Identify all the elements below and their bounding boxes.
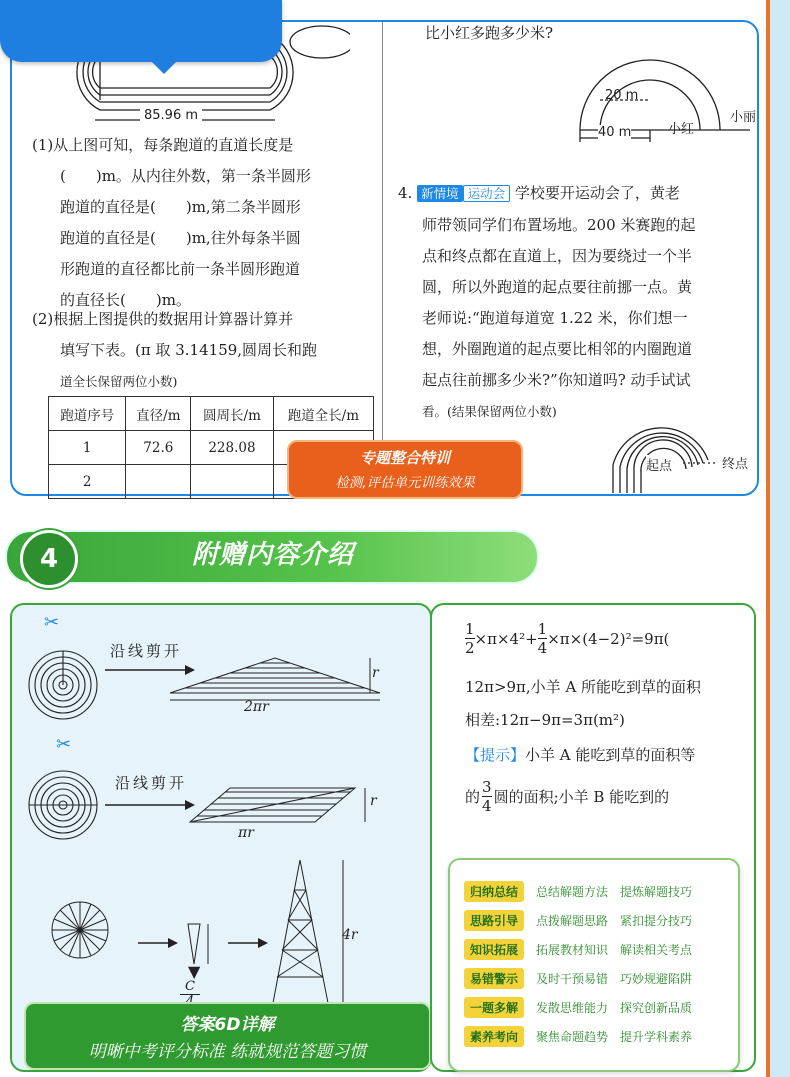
page-edge-accent	[766, 0, 770, 1077]
q1-line: 跑道的直径是( )m,第二条半圆形	[60, 198, 301, 216]
fraction-denominator: 4	[537, 639, 548, 657]
question-4-body	[422, 210, 695, 427]
table-cell: 2	[49, 465, 126, 499]
section-title: 附赠内容介绍	[192, 540, 355, 570]
table-cell	[191, 465, 274, 499]
q4-line: 想，外圈跑道的起点要比相邻的内圈跑道	[422, 340, 693, 358]
legend-desc: 及时干预易错 巧妙规避陷阱	[536, 971, 693, 986]
scissors-icon: ✂	[56, 734, 72, 755]
callout-bubble-tail	[150, 60, 178, 74]
table-header: 跑道全长/m	[273, 397, 373, 431]
legend-item	[464, 996, 692, 1018]
label-r-2: r	[370, 793, 377, 809]
legend-desc: 拓展教材知识 解读相关考点	[536, 942, 693, 957]
q2-line: 填写下表。(π 取 3.14159,圆周长和跑	[60, 341, 318, 359]
answer-line-5	[465, 778, 669, 815]
label-2pir: 2πr	[244, 699, 269, 715]
q4-number: 4.	[398, 184, 413, 202]
hint-line	[465, 740, 695, 771]
arrow-right-icon	[105, 795, 195, 815]
answer-line-2: 12π>9π,小羊 A 所能吃到草的面积	[465, 678, 702, 696]
fraction-three-quarters	[482, 778, 492, 815]
legend-tag: 归纳总结	[464, 881, 524, 902]
legend-tag: 素养考向	[464, 1026, 524, 1047]
fraction-denominator: 2	[465, 639, 475, 657]
q4-line: 老师说:“跑道每道宽 1.22 米，你们想一	[422, 309, 688, 327]
legend-item	[464, 1025, 692, 1047]
answer-text: 圆的面积;小羊 B 能吃到的	[493, 788, 670, 806]
q1-line: (1)从上图可知，每条跑道的直道长度是	[32, 136, 294, 154]
table-header: 跑道序号	[49, 397, 126, 431]
legend-desc: 聚焦命题趋势 提升学科素养	[536, 1029, 693, 1044]
q4-line: 看。(结果保留两位小数)	[422, 404, 557, 419]
hint-text: 小羊 A 能吃到草的面积等	[525, 746, 696, 764]
q2-line: (2)根据上图提供的数据用计算器计算并	[32, 310, 294, 328]
legend-desc: 总结解题方法 提炼解题技巧	[536, 884, 693, 899]
label-start: 起点	[646, 455, 672, 474]
arrow-down-icon: ▼	[188, 962, 201, 981]
page-edge-stripe	[768, 0, 790, 1077]
arrow-right-icon	[228, 935, 268, 951]
cut-label-2: 沿线剪开	[115, 774, 188, 792]
sector-circle-figure	[50, 900, 110, 960]
label-40m: 40 m	[598, 125, 632, 140]
label-r-1: r	[372, 665, 379, 681]
answer-6d-badge	[24, 1002, 431, 1070]
fraction-denominator: 4	[482, 797, 492, 815]
label-4r: 4r	[342, 927, 358, 943]
table-cell: 1	[49, 431, 126, 465]
equation-line-1	[465, 620, 669, 657]
legend-item	[464, 880, 692, 902]
label-20m: 20 m	[605, 88, 639, 103]
track-length-label: 85.96 m	[140, 108, 202, 123]
q4-line: 学校要开运动会了，黄老	[514, 184, 680, 202]
badge-title: 专题整合特训	[359, 449, 450, 467]
badge-subtitle: 明晰中考评分标准 练就规范答题习惯	[88, 1042, 367, 1062]
q4-line: 师带领同学们布置场地。200 米赛跑的起	[422, 216, 696, 234]
question-1-text	[32, 130, 311, 316]
fraction-numerator: 1	[465, 620, 475, 638]
table-header: 圆周长/m	[191, 397, 274, 431]
section-number: 4	[20, 530, 78, 588]
table-cell	[126, 465, 191, 499]
question-fragment: 比小红多跑多少米?	[425, 24, 554, 42]
badge-title: 答案6D详解	[180, 1015, 275, 1035]
table-cell: 228.08	[191, 431, 274, 465]
label-end: 终点	[722, 457, 749, 472]
q1-line: 跑道的直径是( )m,往外每条半圆	[60, 229, 301, 247]
legend-tag: 思路引导	[464, 910, 524, 931]
fraction-numerator: 3	[482, 778, 492, 796]
equation-part: ×π×4²+	[474, 629, 538, 648]
legend-item	[464, 938, 692, 960]
fraction-numerator: 1	[537, 620, 548, 638]
tag-new-situation: 新情境	[417, 185, 463, 202]
q2-line: 道全长保留两位小数)	[60, 374, 178, 389]
hint-label: 【提示】	[465, 746, 526, 764]
q4-line: 圆，所以外跑道的起点要往前挪一点。黄	[422, 278, 693, 296]
answer-line-3: 相差:12π−9π=3π(m²)	[465, 711, 625, 729]
legend-desc: 点拨解题思路 紧扣提分技巧	[536, 913, 693, 928]
concentric-circle-figure-1	[25, 615, 105, 725]
arrow-right-icon	[138, 935, 178, 951]
legend-item	[464, 967, 692, 989]
table-header: 直径/m	[126, 397, 191, 431]
column-divider	[382, 22, 383, 490]
fraction-half	[465, 620, 475, 657]
equation-part: ×π×(4−2)²=9π(	[547, 629, 670, 648]
answer-text: 的	[465, 788, 481, 806]
legend-tag: 易错警示	[464, 968, 524, 989]
label-xiaohong: 小红	[668, 122, 695, 137]
legend-tag: 一题多解	[464, 997, 524, 1018]
callout-bubble	[0, 0, 282, 62]
fraction-quarter	[538, 620, 548, 657]
legend-tag: 知识拓展	[464, 939, 524, 960]
label-xiaoli: 小丽	[730, 110, 757, 125]
tag-sports: 运动会	[463, 185, 511, 202]
parallelogram-figure	[185, 780, 385, 830]
legend-item	[464, 909, 692, 931]
q4-line: 点和终点都在直道上，因为要绕过一个半	[422, 247, 693, 265]
feature-legend-box	[448, 858, 740, 1072]
q1-line: 形跑道的直径都比前一条半圆形跑道	[60, 260, 301, 278]
q4-line: 起点往前挪多少米?”你知道吗? 动手试试	[422, 371, 691, 389]
fraction-numerator: C	[180, 980, 200, 995]
label-pir: πr	[238, 825, 254, 841]
scissors-icon: ✂	[44, 612, 60, 633]
triangle-figure	[165, 648, 390, 723]
cut-label-1: 沿线剪开	[110, 642, 183, 660]
legend-desc: 发散思维能力 探究创新品质	[536, 1000, 693, 1015]
semicircle-track-diagram	[560, 50, 760, 145]
table-cell: 72.6	[126, 431, 191, 465]
table-header-row	[49, 397, 374, 431]
q1-line: 的直径长( )m。	[60, 291, 191, 309]
badge-subtitle: 检测,评估单元训练效果	[335, 475, 475, 491]
q1-line: ( )m。从内往外数，第一条半圆形	[60, 167, 311, 185]
special-training-badge	[287, 440, 523, 499]
question-2-text	[32, 304, 317, 397]
question-4	[398, 178, 680, 209]
